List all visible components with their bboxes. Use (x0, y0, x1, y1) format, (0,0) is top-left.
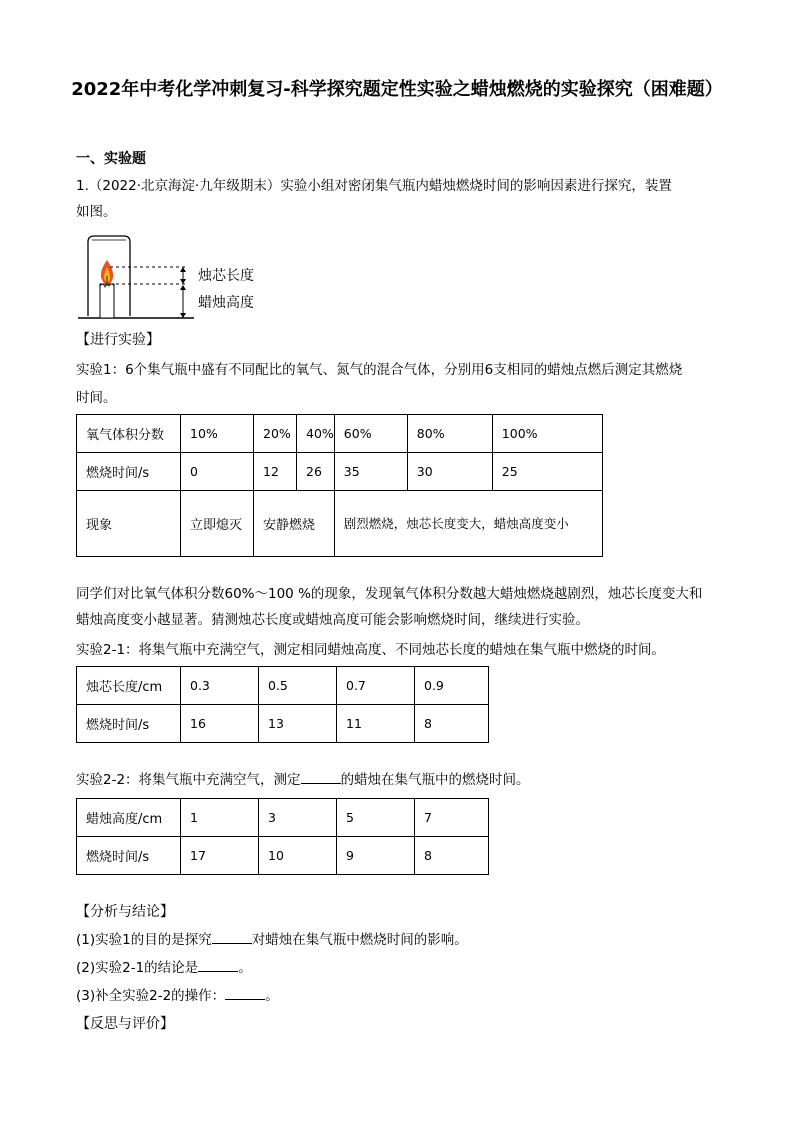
exp2-2-text (76, 766, 726, 794)
table-cell: 1 (181, 799, 259, 837)
table-cell: 10% (181, 415, 254, 453)
table-cell: 25 (492, 453, 602, 491)
observation-line1: 同学们对比氧气体积分数60%～100 %的现象，发现氧气体积分数越大蜡烛燃烧越剧烈，烛芯长度变大和 (76, 586, 703, 602)
answer-blank[interactable] (198, 957, 238, 972)
table-row (77, 453, 603, 491)
table-cell: 35 (334, 453, 407, 491)
exp2-1-text: 实验2-1：将集气瓶中充满空气，测定相同蜡烛高度、不同烛芯长度的蜡烛在集气瓶中燃烧的时间。 (76, 642, 666, 658)
table-cell: 20% (254, 415, 297, 453)
table-cell: 17 (181, 837, 259, 875)
section-heading: 一、实验题 (76, 151, 146, 167)
q3-text-before: (3)补全实验2-2的操作： (76, 988, 226, 1004)
table-cell: 13 (259, 705, 337, 743)
table-oxygen-experiment (76, 414, 603, 557)
table-cell: 0.9 (415, 667, 489, 705)
table-cell: 安静燃烧 (254, 491, 335, 557)
table-row (77, 415, 603, 453)
table-cell: 燃烧时间/s (77, 453, 181, 491)
table-cell: 烛芯长度/cm (77, 667, 181, 705)
table-cell: 燃烧时间/s (77, 837, 181, 875)
table-cell: 100% (492, 415, 602, 453)
reflection-heading: 【反思与评价】 (76, 1016, 174, 1032)
table-cell: 12 (254, 453, 297, 491)
table-cell: 8 (415, 705, 489, 743)
question-intro-line1: 1.（2022·北京海淀·九年级期末）实验小组对密闭集气瓶内蜡烛燃烧时间的影响因素进行探究，装置 (76, 178, 672, 194)
table-cell: 11 (337, 705, 415, 743)
table-cell: 剧烈燃烧，烛芯长度变大，蜡烛高度变小 (334, 491, 602, 557)
table-cell: 立即熄灭 (181, 491, 254, 557)
q1-text-after: 对蜡烛在集气瓶中燃烧时间的影响。 (251, 932, 468, 948)
table-cell: 30 (407, 453, 492, 491)
table-cell: 3 (259, 799, 337, 837)
candle-apparatus-figure (74, 234, 274, 324)
table-row (77, 705, 489, 743)
exp2-2-before: 实验2-2：将集气瓶中充满空气，测定 (76, 772, 301, 788)
table-row (77, 491, 603, 557)
page-title: 2022年中考化学冲刺复习-科学探究题定性实验之蜡烛燃烧的实验探究（困难题） (71, 79, 723, 100)
table-cell: 现象 (77, 491, 181, 557)
q2-text-after: 。 (238, 960, 252, 976)
candle-body (100, 284, 114, 318)
table-cell: 燃烧时间/s (77, 705, 181, 743)
analysis-heading: 【分析与结论】 (76, 904, 174, 920)
table-cell: 60% (334, 415, 407, 453)
table-cell: 80% (407, 415, 492, 453)
question-intro-line2: 如图。 (76, 204, 117, 220)
table-cell: 7 (415, 799, 489, 837)
q2-text-before: (2)实验2-1的结论是 (76, 960, 199, 976)
table-cell: 0 (181, 453, 254, 491)
table-cell: 40% (297, 415, 335, 453)
procedure-heading: 【进行实验】 (76, 332, 160, 348)
answer-blank[interactable] (225, 985, 265, 1000)
question-part-3 (76, 982, 726, 1010)
exp1-line1: 实验1：6个集气瓶中盛有不同配比的氧气、氮气的混合气体，分别用6支相同的蜡烛点燃后测定其燃烧 (76, 362, 683, 378)
table-candle-height (76, 798, 489, 875)
label-candle-height: 蜡烛高度 (198, 295, 254, 311)
q1-text-before: (1)实验1的目的是探究 (76, 932, 212, 948)
table-row (77, 667, 489, 705)
q3-text-after: 。 (265, 988, 279, 1004)
question-part-2 (76, 954, 726, 982)
table-cell: 26 (297, 453, 335, 491)
observation-line2: 蜡烛高度变小越显著。猜测烛芯长度或蜡烛高度可能会影响燃烧时间，继续进行实验。 (76, 612, 589, 628)
table-cell: 0.7 (337, 667, 415, 705)
table-cell: 16 (181, 705, 259, 743)
answer-blank[interactable] (301, 769, 341, 784)
table-cell: 10 (259, 837, 337, 875)
table-cell: 氧气体积分数 (77, 415, 181, 453)
exp2-2-after: 的蜡烛在集气瓶中的燃烧时间。 (340, 772, 530, 788)
label-wick-length: 烛芯长度 (198, 268, 254, 284)
table-cell: 0.5 (259, 667, 337, 705)
table-wick-length (76, 666, 489, 743)
table-row (77, 799, 489, 837)
question-part-1 (76, 926, 726, 954)
exp1-line2: 时间。 (76, 390, 117, 406)
table-row (77, 837, 489, 875)
table-cell: 蜡烛高度/cm (77, 799, 181, 837)
answer-blank[interactable] (212, 929, 252, 944)
table-cell: 5 (337, 799, 415, 837)
table-cell: 8 (415, 837, 489, 875)
table-cell: 0.3 (181, 667, 259, 705)
table-cell: 9 (337, 837, 415, 875)
